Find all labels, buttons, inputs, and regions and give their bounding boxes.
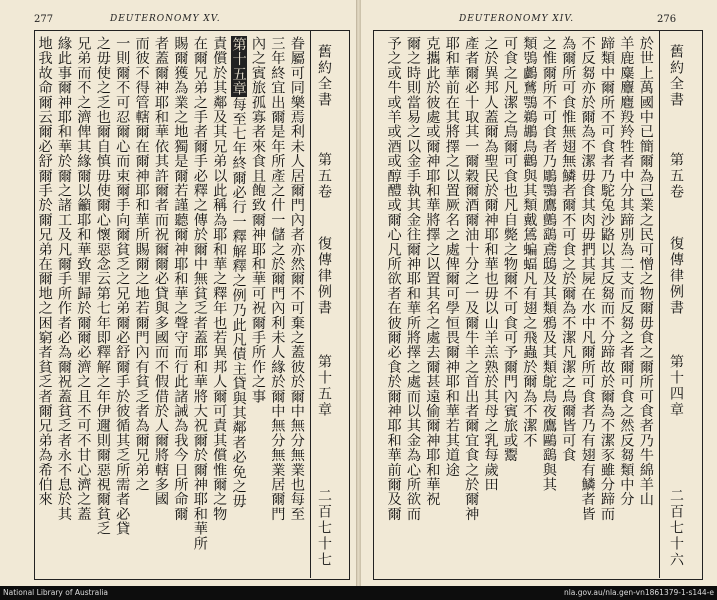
side-page-number: 二百七十六 [668, 488, 684, 568]
text-column: 蹄類中爾所不可食者乃駝兔沙䶅以其反芻而不分蹄故於爾為不潔豕雖分蹄而 [599, 36, 615, 522]
text-column: 之惟爾所不可食者乃鵰鶚鷹鸇鷂鳶鴟及其類鴉及其類鴕鳥夜鷹鷗鷂與其 [540, 36, 557, 492]
text-column: 可食之凡潔之鳥爾可食也凡自斃之物爾不可食可予爾門內賓旅或鬻 [502, 36, 518, 463]
side-book-title: 復傳律例書 [316, 236, 332, 316]
text-column: 者蓋爾神耶和華依其許爾者而祝爾爾必貸與多國而不假借於人爾將轄多國 [153, 36, 169, 507]
text-column: 克攜此於彼處或爾神耶和華將擇之以置其名之處去爾甚遠偷爾神耶和華祝 [424, 36, 441, 507]
text-column: 為爾所可食惟無翅無鱗者爾不可食之於爾為不潔凡潔之鳥爾皆可食 [560, 36, 577, 463]
text-column: 內之賓旅孤寡者來食且飽致爾神耶和華可祝爾手所作之事 [250, 36, 266, 404]
text-column: 而彼不得管轄爾在爾神耶和華所賜爾之地若爾門內有貧乏者為爾兄弟之 [133, 36, 150, 492]
text-column: 於世上萬國中已簡爾為己業之民可憎之物爾毋食之爾所可食者乃牛綿羊山 [637, 36, 654, 507]
text-column: 眷屬可同樂焉利未人居爾門內者亦然爾不可棄之蓋彼於爾中無分無業也每至 [288, 36, 305, 522]
text-column: 之毋使之乏也爾自慎毋使爾心懷惡念云第七年即釋解之年伊邇則爾惡視爾貧乏 [94, 36, 111, 536]
page-number: 277 [34, 14, 54, 25]
text-column: 在爾兄弟之手者爾手必釋之傳於爾中無貧乏者蓋耶和華將大祝爾於爾神耶和華所 [191, 36, 208, 551]
footer-credit: National Library of Australia [3, 588, 109, 597]
text-column: 責償於其鄰及其兄弟以此稱為耶和華之釋年也若異邦人爾可責其償惟爾之物 [211, 36, 228, 522]
footer-bar [0, 586, 717, 600]
footer-identifier: nla.gov.au/nla.gen-vn1861379-1-s144-e [563, 588, 714, 597]
side-title: 舊約全書 [668, 44, 684, 108]
column-text: 每至七年終爾必行一釋解釋之例乃此凡債主貸與其鄰者必免之毋 [230, 96, 247, 509]
text-column: 一則爾不可忍爾心而束爾手向爾貧乏之兄弟爾必舒爾手於彼循其乏所需者必貸 [114, 36, 131, 536]
text-column: 爾之時則當易之以金手執其金往爾神耶和華所將擇之處而以其金為心所欲而 [405, 36, 421, 522]
running-head: DEUTERONOMY XIV. [459, 14, 575, 24]
side-page-number: 二百七十七 [316, 488, 332, 568]
text-column: 緣此事爾神耶和華於爾之諸工及凡爾手所作者必為爾祝蓋貧乏者永不息於其 [56, 36, 72, 522]
text-column: 產者爾必十取其一爾穀爾酒爾油十分之一及爾牛羊之首出者爾宜食之於爾神 [463, 36, 480, 522]
text-column: 不反芻亦於爾為不潔毋食其肉毋捫其屍在水中凡爾所可食者乃有翅有鱗者皆 [579, 36, 596, 522]
side-rule [310, 31, 311, 578]
text-column: 耶和華前在其將擇之以置厥名之處俾爾可學恒畏爾神耶和華若其道途 [443, 36, 460, 477]
text-column: 予之或牛或羊或酒或醇醴或爾心凡所欲者在彼爾必食於爾神耶和華前爾及爾 [385, 36, 402, 522]
right-page [361, 0, 717, 586]
side-volume: 第五卷 [668, 152, 684, 200]
side-chapter: 第十四章 [668, 354, 684, 418]
text-column: 地我故命爾云爾必舒爾手於爾兄弟在爾地之困窮者貧乏者爾兄弟為希伯來 [36, 36, 53, 507]
side-rule [659, 31, 660, 578]
side-title: 舊約全書 [316, 44, 332, 108]
running-head: DEUTERONOMY XV. [110, 14, 221, 24]
chapter-marker: 第十五章 [230, 37, 247, 96]
text-column: 三年終宜出爾是年所產之什一儲之於爾門內利未人緣於爾中無分無業居爾門 [269, 36, 286, 522]
side-volume: 第五卷 [316, 152, 332, 200]
text-column [231, 36, 245, 574]
text-column: 羊鹿麋麞麅羖羚牲者中分其蹄別為二支而反芻之者爾可食之然反芻類中分 [618, 36, 635, 507]
text-column: 兄弟而不之濟俾其緣爾以籲耶和華致罪歸於爾爾必濟之且不可不甘心濟之蓋 [75, 36, 92, 522]
text-column: 賜爾獲為業之地獨是爾若謹聽爾神耶和華之聲守而行此諸誡為我今日所命爾 [172, 36, 189, 522]
text-column: 類鴞鸕鶿鶚鵜鶘鳥鸛與其類戴鵀蝙蝠凡有翅之飛蟲於爾為不潔不 [521, 36, 538, 448]
left-page [0, 0, 356, 586]
side-book-title: 復傳律例書 [668, 236, 684, 316]
text-column: 之於異邦人蓋爾為聖民於爾神耶和華也毋以山羊羔熟於其母之乳每歲田 [482, 36, 499, 492]
side-chapter: 第十五章 [316, 354, 332, 418]
page-number: 276 [657, 14, 677, 25]
